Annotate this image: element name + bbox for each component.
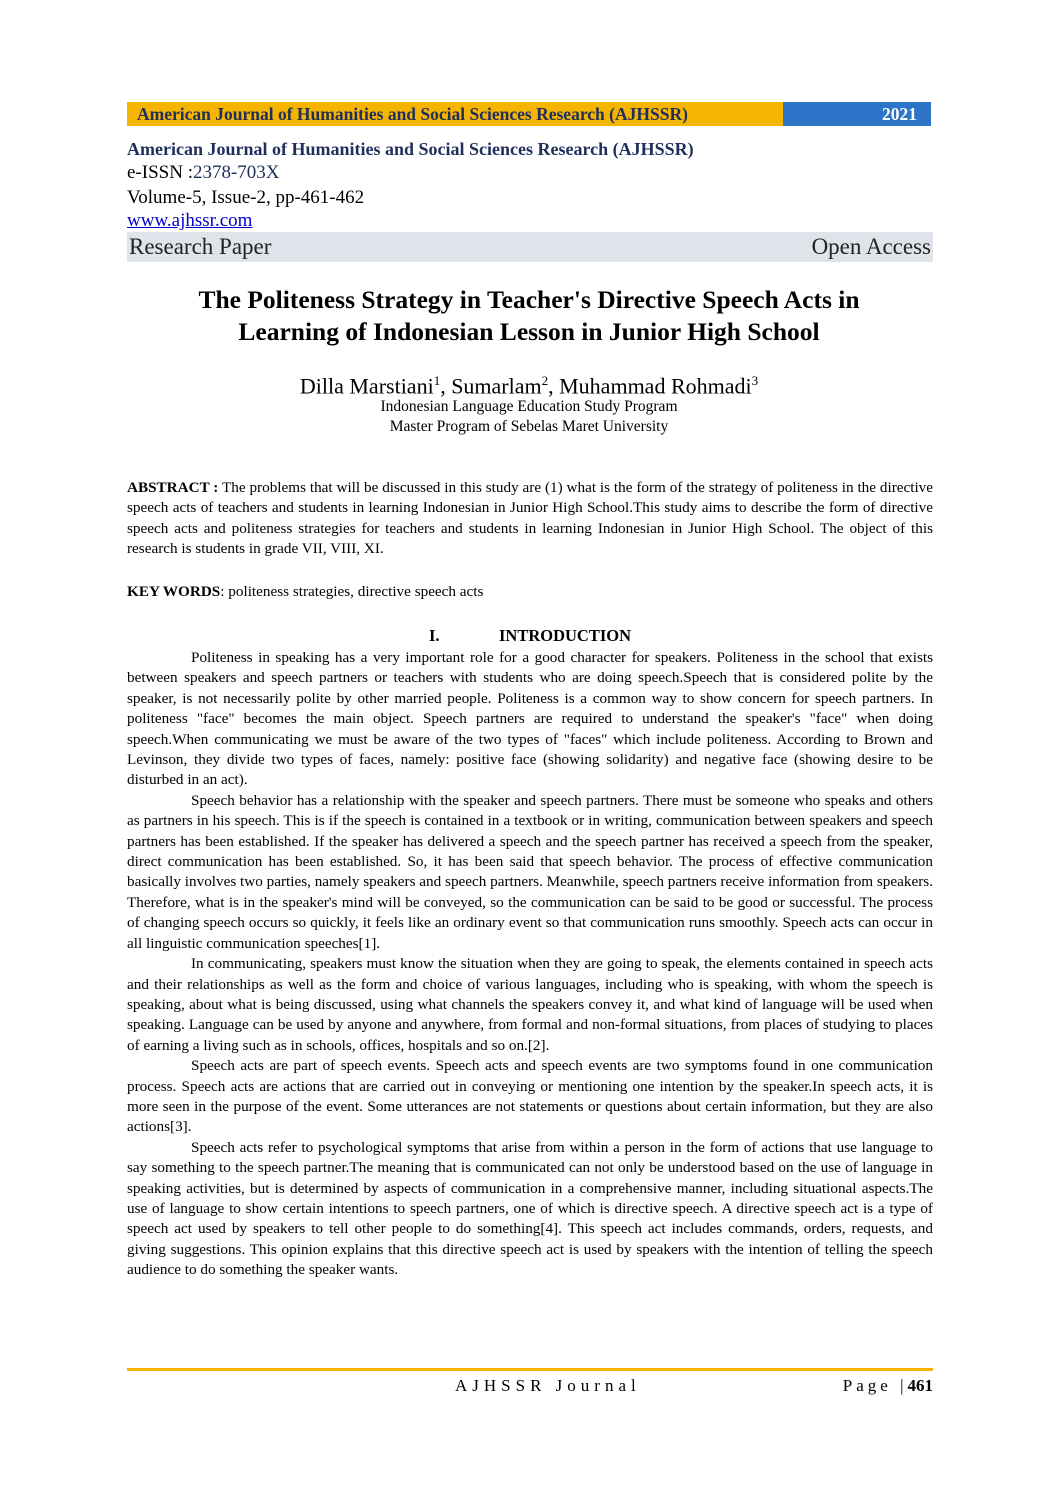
abstract-text: The problems that will be discussed in this study are (1) what is the form of the strategy of politeness in the directive speech acts of teachers and students in learning Indonesian in Junior High School.This study aims to describe the form of directive speech acts and politeness strategies for teachers and students in learning Indonesian in Junior High School. The object of this research is students in grade VII, VIII, XI.	[127, 479, 934, 558]
section-title: INTRODUCTION	[498, 626, 632, 645]
page-label: Page |	[842, 1376, 908, 1395]
journal-info	[127, 138, 933, 262]
page-number: 461	[907, 1376, 933, 1395]
footer-page	[843, 1374, 933, 1398]
paragraph: Speech behavior has a relationship with the speaker and speech partners. There must be someone who speaks and others as partners in his speech. This is if the speech is contained in a textbook or in writing, communication between speakers and speech partners has been established. If the speaker has delivered a speech and the speech partner has received a speech from the speaker, direct communication has been established. So, it has been said that speech behavior. The process of effective communication basically involves two parties, namely speakers and speech partners. Meanwhile, speech partners receive information from speakers. Therefore, what is in the speaker's mind will be conveyed, so the communication can be said to be good or successful. The process of changing speech occurs so quickly, it feels like an ordinary event so that communication runs smoothly. Speech acts can occur in all linguistic communication speeches[1].	[127, 791, 933, 952]
author-name: Dilla Marstiani	[299, 373, 434, 399]
author-sup: 2	[541, 373, 549, 388]
affiliation-line-1: Indonesian Language Education Study Program	[380, 398, 678, 415]
website-link[interactable]: www.ajhssr.com	[127, 210, 253, 231]
footer-journal: AJHSSR Journal	[455, 1376, 641, 1395]
running-header	[127, 102, 931, 126]
author-sup: 1	[433, 373, 441, 388]
abstract	[127, 478, 933, 560]
issn-line	[127, 160, 933, 185]
section-number: I.	[428, 626, 440, 645]
keywords-text: : politeness strategies, directive speech acts	[220, 583, 484, 600]
access-bar	[127, 232, 933, 262]
author-name: Sumarlam	[451, 373, 542, 399]
page-footer	[127, 1374, 933, 1398]
open-access-label: Open Access	[811, 234, 931, 259]
author-sup: 3	[751, 373, 759, 388]
paper-type: Research Paper	[129, 234, 272, 259]
authors	[100, 367, 958, 400]
paragraph: Speech acts are part of speech events. Speech acts and speech events are two symptoms found in one communication process. Speech acts are actions that are carried out in conveying or mentioning one intention by the speaker.In speech acts, it is more seen in the purpose of the event. Some utterances are not statements or questions about certain information, but they are also actions[3].	[127, 1057, 933, 1136]
author-sep: ,	[440, 373, 452, 399]
title-line-1: The Politeness Strategy in Teacher's Directive Speech Acts in	[198, 285, 860, 314]
header-year: 2021	[783, 102, 931, 126]
footer-rule	[127, 1368, 933, 1371]
keywords-label: KEY WORDS	[127, 583, 221, 600]
volume-line: Volume-5, Issue-2, pp-461-462	[127, 187, 365, 208]
title-line-2: Learning of Indonesian Lesson in Junior High School	[238, 317, 820, 346]
header-journal-title: American Journal of Humanities and Social Sciences Research (AJHSSR)	[127, 102, 783, 126]
journal-name: American Journal of Humanities and Social Sciences Research (AJHSSR)	[127, 139, 694, 159]
issn-label: e-ISSN :	[127, 162, 193, 183]
affiliation-line-2: Master Program of Sebelas Maret University	[389, 418, 669, 435]
issn-value: 2378-703X	[192, 162, 280, 183]
abstract-label: ABSTRACT :	[127, 479, 219, 496]
introduction-body	[127, 648, 933, 1281]
section-heading	[127, 626, 933, 646]
paragraph: Politeness in speaking has a very important role for a good character for speakers. Politeness in the school that exists between speakers and speech partners or teachers with students who are doing speech.Speech that is considered polite by the speaker, is not necessarily polite by other married people. Politeness is a common way to show concern for speech partners. In politeness "face" becomes the main object. Speech partners are required to understand the speaker's "face" when doing speech.When communicating we must be aware of the two types of "faces" which include politeness. According to Brown and Levinson, they divide two types of faces, namely: positive face (showing solidarity) and negative face (showing desire to be disturbed in an act).	[127, 649, 933, 789]
paragraph: In communicating, speakers must know the situation when they are going to speak, the elements contained in speech acts and their relationships as well as the form and choice of various languages, including who is speaking, with whom the speech is speaking, about what is being discussed, using what channels the speakers convey it, and what kind of language will be used when speaking. Language can be used by anyone and anywhere, from formal and non-formal situations, from places of studying to places of earning a living such as in schools, offices, hospitals and so on.[2].	[127, 955, 933, 1054]
keywords	[127, 582, 933, 602]
author-name: Muhammad Rohmadi	[559, 373, 752, 399]
paragraph: Speech acts refer to psychological symptoms that arise from within a person in the form of actions that use language to say something to the speech partner.The meaning that is communicated can not only be understood based on the use of language in speaking activities, but is determined by aspects of communication in a comprehensive manner, including situational aspects.The use of language to show certain intentions to speech partners, one of which is directive speech. A directive speech act is a type of speech act used by speakers to tell other people to do something[4]. This speech act includes commands, orders, requests, and giving suggestions. This opinion explains that this directive speech act is used by speakers with the intention of telling the speech audience to do something the speaker wants.	[127, 1138, 933, 1279]
article-title	[100, 284, 958, 348]
author-sep: ,	[548, 373, 560, 399]
